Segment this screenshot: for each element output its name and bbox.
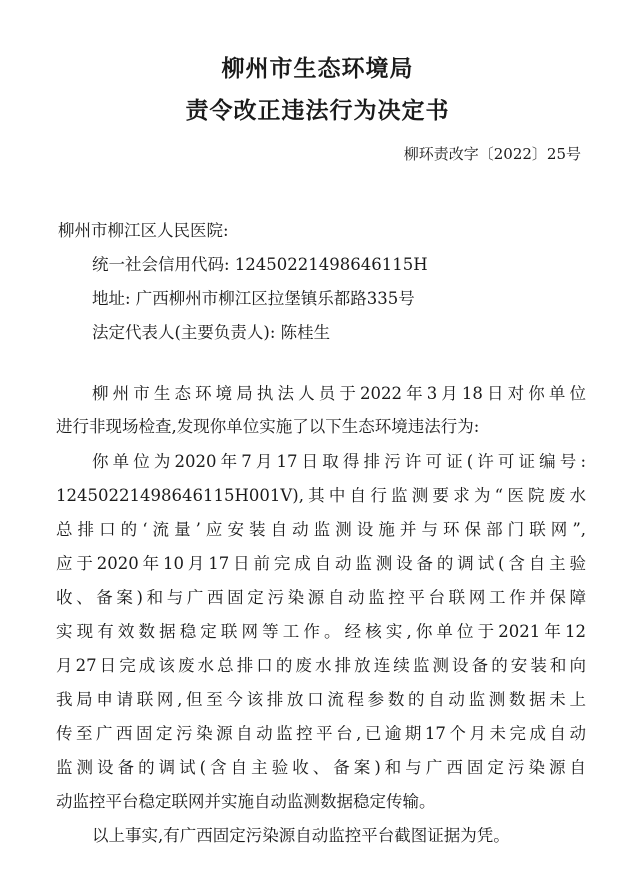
document-number: 柳环责改字〔2022〕25号 (403, 145, 581, 163)
org-title: 柳州市生态环境局 (221, 56, 414, 82)
address: 地址: 广西柳州市柳江区拉堡镇乐都路335号 (92, 289, 415, 308)
paragraph-line: 月27日完成该废水总排口的废水排放连续监测设备的安装和向 (56, 656, 586, 675)
legal-representative: 法定代表人(主要负责人): 陈桂生 (92, 323, 331, 342)
paragraph-line: 监测设备的调试(含自主验收、备案)和与广西固定污染源自 (56, 758, 586, 777)
paragraph-line: 动监控平台稳定联网并实施自动监测数据稳定传输。 (56, 792, 436, 811)
paragraph-line: 应于2020年10月17日前完成自动监测设备的调试(含自主验 (56, 554, 586, 573)
paragraph-line: 总排口的‘流量’应安装自动监测设施并与环保部门联网”, (56, 520, 586, 539)
paragraph-line: 传至广西固定污染源自动监控平台,已逾期17个月未完成自动 (56, 724, 586, 743)
paragraph-line: 实现有效数据稳定联网等工作。经核实,你单位于2021年12 (56, 622, 586, 641)
paragraph-line: 你单位为2020年7月17日取得排污许可证(许可证编号: (92, 452, 586, 471)
paragraph-line: 收、备案)和与广西固定污染源自动监控平台联网工作并保障 (56, 588, 586, 607)
document-title: 责令改正违法行为决定书 (185, 98, 450, 124)
paragraph-line: 12450221498646115H001V),其中自行监测要求为“医院废水 (56, 486, 586, 505)
credit-code: 统一社会信用代码: 12450221498646115H (92, 255, 428, 274)
recipient-name: 柳州市柳江区人民医院: (58, 221, 229, 240)
paragraph-line: 进行非现场检查,发现你单位实施了以下生态环境违法行为: (56, 417, 480, 436)
paragraph-line: 以上事实,有广西固定污染源自动监控平台截图证据为凭。 (92, 826, 510, 845)
paragraph-line: 我局申请联网,但至今该排放口流程参数的自动监测数据未上 (56, 690, 586, 709)
paragraph-line: 柳州市生态环境局执法人员于2022年3月18日对你单位 (92, 384, 586, 403)
